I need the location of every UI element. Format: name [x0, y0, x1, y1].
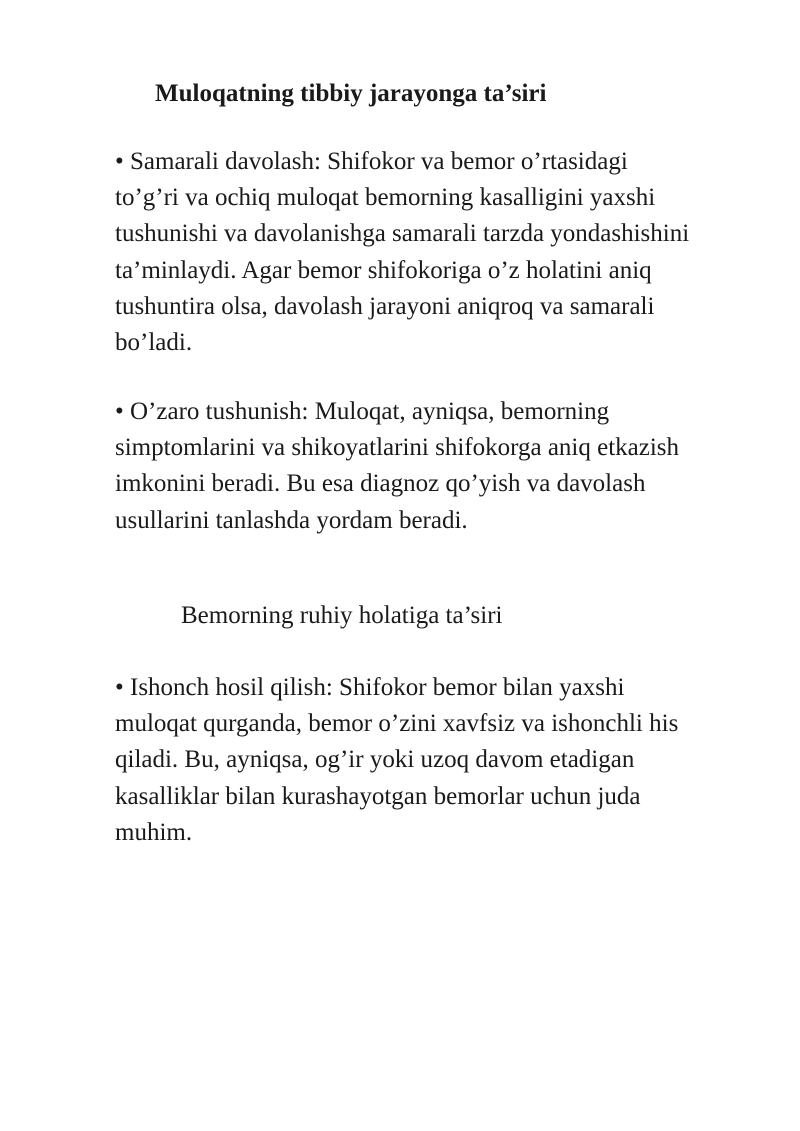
paragraph-mutual-understanding [115, 394, 755, 539]
text-line: to’g’ri va ochiq muloqat bemorning kasalligini yaxshi [115, 184, 656, 212]
text-line: kasalliklar bilan kurashayotgan bemorlar uchun juda [115, 782, 641, 810]
section-title-medical-process: Muloqatning tibbiy jarayonga ta’siri [155, 80, 547, 107]
text-line: • Ishonch hosil qilish: Shifokor bemor bilan yaxshi [115, 674, 625, 701]
text-line: tushuntira olsa, davolash jarayoni aniqroq va samarali [115, 292, 655, 320]
section-title-mental-state: Bemorning ruhiy holatiga ta’siri [181, 602, 503, 629]
text-line: tushunishi va davolanishga samarali tarzda yondashishini [115, 220, 690, 248]
text-line: imkonini beradi. Bu esa diagnoz qo’yish va davolash [115, 470, 646, 498]
text-line: bo’ladi. [115, 329, 193, 357]
text-line: muloqat qurganda, bemor o’zini xavfsiz va ishonchli his [115, 710, 679, 738]
paragraph-effective-treatment [115, 144, 755, 361]
text-line: muhim. [115, 818, 193, 846]
text-line: simptomlarini va shikoyatlarini shifokorga aniq etkazish [115, 434, 680, 462]
text-line: • O’zaro tushunish: Muloqat, ayniqsa, bemorning [115, 398, 610, 425]
text-line: ta’minlaydi. Agar bemor shifokoriga o’z holatini aniq [115, 256, 652, 284]
text-line: qiladi. Bu, ayniqsa, og’ir yoki uzoq davom etadigan [115, 746, 635, 774]
text-line: usullarini tanlashda yordam beradi. [115, 506, 468, 534]
paragraph-building-trust [115, 670, 755, 851]
text-line: • Samarali davolash: Shifokor va bemor o’rtasidagi [115, 148, 628, 175]
